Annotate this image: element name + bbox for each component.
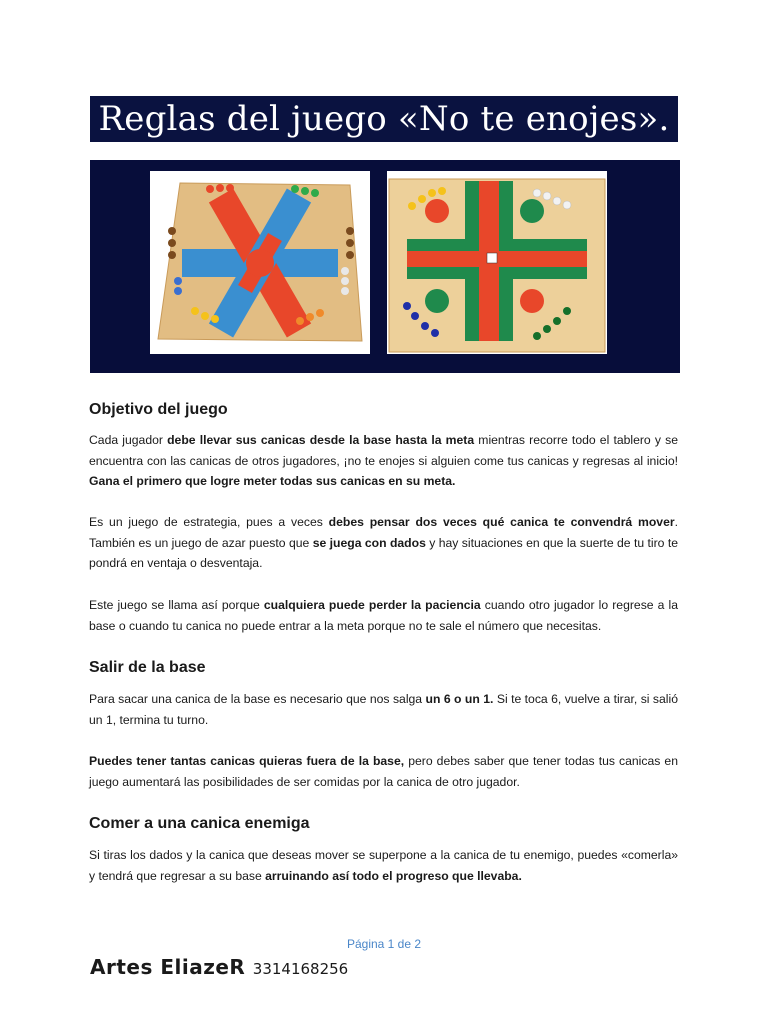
cross-board-photo	[387, 171, 607, 354]
heading-comer: Comer a una canica enemiga	[89, 815, 310, 832]
heading-objetivo: Objetivo del juego	[89, 401, 228, 418]
text-run: pero debes saber que tener todas tus canicas en juego aumentará las posibilidades de ser comidas por la canica de otro jugador.	[89, 754, 678, 789]
text-run: . También es un juego de azar puesto que	[89, 515, 678, 550]
objetivo-paragraph-1	[89, 430, 678, 492]
bold-text: arruinando así todo el progreso que llevaba.	[265, 868, 522, 883]
text-run: Este juego se llama así porque	[89, 598, 264, 612]
bold-text: se juega con dados	[312, 535, 426, 550]
text-run: Cada jugador	[89, 433, 168, 447]
heading-salir: Salir de la base	[89, 659, 206, 676]
footer-brand	[90, 955, 348, 979]
salir-paragraph-1	[89, 689, 678, 730]
text-run: y hay situaciones en que la suerte de tu tiro te pondrá en ventaja o desventaja.	[89, 535, 679, 570]
star-board-photo	[150, 171, 370, 354]
bold-text: debe llevar sus canicas desde la base hasta la meta	[167, 433, 475, 447]
text-run: cuando otro jugador lo regrese a la base o cuando tu canica no puede entrar a la meta porque no te sale el número que necesitas.	[89, 598, 678, 633]
objetivo-paragraph-3	[89, 595, 678, 636]
bold-text: debes pensar dos veces qué canica te convendrá mover	[328, 515, 675, 529]
document-title: Reglas del juego «No te enojes».	[90, 96, 678, 142]
text-run: Es un juego de estrategia, pues a veces	[89, 515, 329, 529]
bold-text: un 6 o un 1.	[425, 692, 494, 706]
bold-text: Gana el primero que logre meter todas sus canicas en su meta.	[89, 474, 456, 488]
salir-paragraph-2	[89, 751, 678, 792]
bold-text: Puedes tener tantas canicas quieras fuera de la base,	[89, 754, 405, 768]
comer-paragraph-1	[89, 845, 678, 886]
text-run: mientras recorre todo el tablero y se encuentra con las canicas de otros jugadores, ¡no te enojes si alguien come tus canicas y regresas al inicio!	[89, 433, 678, 468]
brand-phone: 3314168256	[252, 960, 349, 978]
brand-name: Artes EliazeR	[90, 955, 246, 979]
objetivo-paragraph-2	[89, 512, 678, 574]
page-number: Página 1 de 2	[346, 937, 422, 951]
text-run: Si tiras los dados y la canica que deseas mover se superpone a la canica de tu enemigo, puedes «comerla» y tendrá que regresar a su base	[89, 848, 678, 883]
text-run: Si te toca 6, vuelve a tirar, si salió un 1, termina tu turno.	[89, 692, 678, 727]
text-run: Para sacar una canica de la base es necesario que nos salga	[89, 692, 426, 706]
board-photos-banner	[90, 160, 680, 373]
bold-text: cualquiera puede perder la paciencia	[263, 598, 481, 612]
